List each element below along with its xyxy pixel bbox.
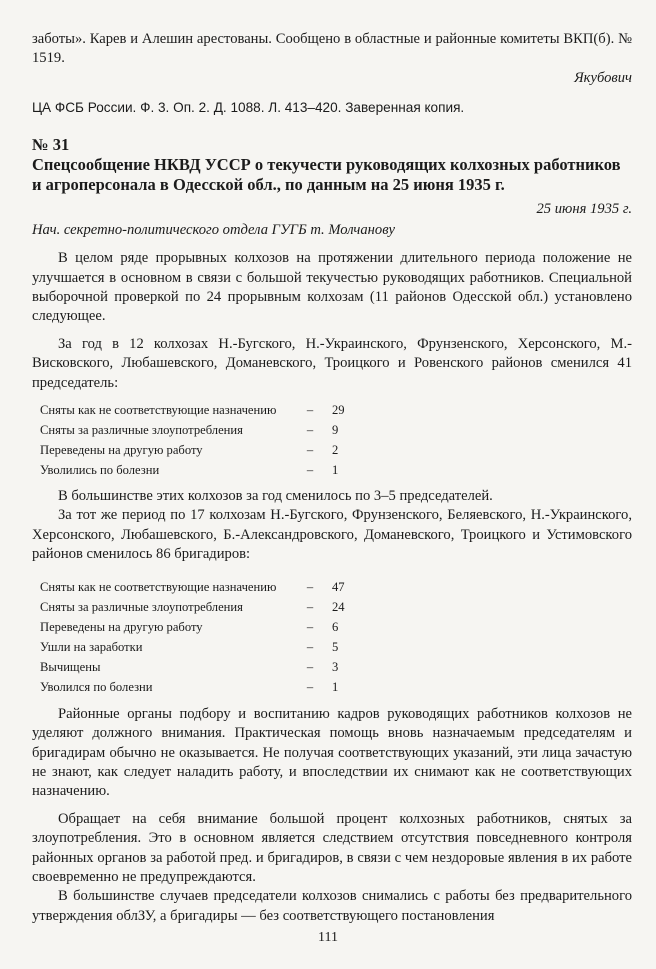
row-dash: – [306, 660, 314, 675]
table-row [40, 459, 380, 479]
table-row [40, 657, 380, 677]
row-dash: – [306, 680, 314, 695]
paragraph: Обращает на себя внимание большой процент колхозных работников, снятых за злоупотребления. Это в основном является следствием отсутствия повседневного контроля районных органов за работой пред. и бригадиров, в связи с чем нездоровые явления в их работе своевременно не предупреждаются. [32, 810, 632, 885]
row-label: Сняты как не соответствующие назначению [40, 580, 277, 595]
row-label: Сняты за различные злоупотребления [40, 422, 243, 437]
row-label: Переведены на другую работу [40, 442, 203, 457]
row-value: 6 [332, 620, 339, 635]
table-row [40, 637, 380, 657]
row-value: 5 [332, 640, 339, 655]
brigadiers-stats-table [40, 577, 380, 697]
table-row [40, 399, 380, 419]
row-dash: – [306, 462, 314, 477]
row-label: Уволился по болезни [40, 680, 153, 695]
paragraph: В большинстве случаев председатели колхозов снимались с работы без предварительного утверждения облЗУ, а бригадиры — без соответствующего постановления [32, 888, 632, 924]
row-dash: – [306, 600, 314, 615]
document-number: № 31 [32, 135, 70, 155]
row-label: Сняты как не соответствующие назначению [40, 402, 277, 417]
archive-reference: ЦА ФСБ России. Ф. 3. Оп. 2. Д. 1088. Л. 413–420. Заверенная копия. [32, 100, 465, 116]
page-number: 111 [318, 930, 338, 945]
document-page [32, 30, 632, 926]
row-label: Вычищены [40, 660, 101, 675]
row-value: 29 [332, 402, 345, 417]
previous-doc-ending: заботы». Карев и Алешин арестованы. Сообщено в областные и районные комитеты ВКП(б). № 1519. [32, 31, 632, 67]
paragraph: Районные органы подбору и воспитанию кадров руководящих работников колхозов не уделяют должного внимания. Практическая помощь вновь назначаемым председателям и бригадирам обычно не оказывается. Не получая соответствующих указаний, эти лица зачастую не знают, как следует наладить работу, и впоследствии их снимают как не соответствующих назначению. [32, 705, 632, 800]
table-row [40, 617, 380, 637]
row-dash: – [306, 422, 314, 437]
document-addressee: Нач. секретно-политического отдела ГУГБ т. Молчанову [32, 222, 396, 239]
row-dash: – [306, 640, 314, 655]
row-value: 3 [332, 660, 339, 675]
table-row [40, 597, 380, 617]
table-row [40, 677, 380, 697]
row-label: Ушли на заработки [40, 640, 143, 655]
row-dash: – [306, 620, 314, 635]
signature: Якубович [574, 69, 632, 86]
row-value: 2 [332, 442, 339, 457]
row-dash: – [306, 442, 314, 457]
paragraph: В большинстве этих колхозов за год сменилось по 3–5 председателей. [58, 488, 493, 505]
row-value: 24 [332, 600, 345, 615]
row-label: Сняты за различные злоупотребления [40, 600, 243, 615]
table-row [40, 419, 380, 439]
row-label: Уволились по болезни [40, 462, 160, 477]
paragraph: За тот же период по 17 колхозам Н.-Бугского, Фрунзенского, Беляевского, Н.-Украинского, Херсонского, Любашевского, Б.-Александровского, Доманевского, Троицкого и Устимовского районов сменилось 86 бригадиров: [32, 507, 632, 563]
table-row [40, 439, 380, 459]
row-value: 1 [332, 462, 339, 477]
document-title: Спецсообщение НКВД УССР о текучести руководящих колхозных работников и агроперсонала в Одесской обл., по данным на 25 июня 1935 г. [32, 155, 621, 195]
paragraph: За год в 12 колхозах Н.-Бугского, Н.-Украинского, Фрунзенского, Херсонского, М.-Висковского, Любашевского, Доманевского, Троицкого и Ровенского районов сменился 41 председатель: [32, 335, 632, 391]
row-value: 1 [332, 680, 339, 695]
row-label: Переведены на другую работу [40, 620, 203, 635]
chairmen-stats-table [40, 399, 380, 479]
paragraph: В целом ряде прорывных колхозов на протяжении длительного периода положение не улучшается в основном в связи с большой текучестью руководящих работников. Специальной выборочной проверкой по 24 прорывным колхозам (11 районов Одесской обл.) установлено следующее. [32, 250, 632, 325]
row-dash: – [306, 402, 314, 417]
row-value: 47 [332, 580, 345, 595]
document-date: 25 июня 1935 г. [536, 201, 632, 218]
row-dash: – [306, 580, 314, 595]
table-row [40, 577, 380, 597]
row-value: 9 [332, 422, 339, 437]
